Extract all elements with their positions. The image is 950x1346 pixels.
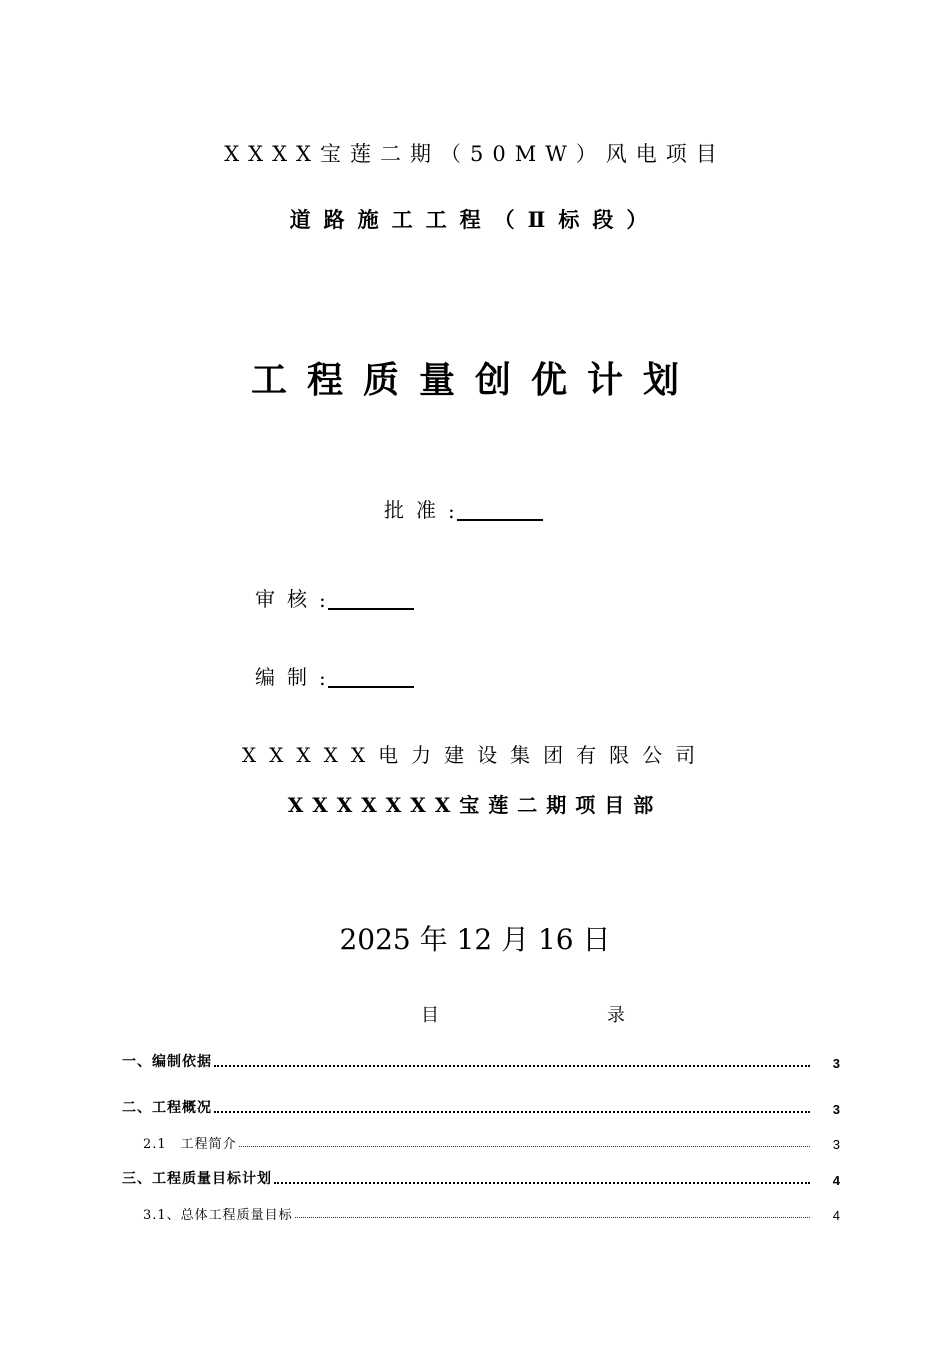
compile-signature-row [255,661,414,690]
toc-entry-label: 3.1、总体工程质量目标 [143,1208,293,1223]
toc-entry[interactable] [0,1051,950,1071]
toc-leader-dots [295,1217,810,1218]
toc-entry-label: 二、工程概况 [122,1100,212,1116]
toc-entry-page: 3 [832,1056,840,1071]
approve-signature-line [457,499,543,521]
compile-signature-line [328,666,414,688]
approve-label: 批准 [384,498,448,522]
toc-leader-dots [239,1146,810,1147]
document-date: 2025 年 12 月 16 日 [339,923,611,956]
project-title-line1: XXXX宝莲二期（50MW）风电项目 [224,142,726,166]
company-name: XXXXX电力建设集团有限公司 [241,743,709,767]
toc-entry-page: 4 [832,1208,840,1223]
toc-heading-left: 目 [421,1005,439,1026]
toc-leader-dots [214,1111,810,1113]
review-signature-line [328,588,414,610]
approve-signature-row [384,494,543,523]
toc-entry-label: 三、工程质量目标计划 [122,1171,272,1187]
toc-entry[interactable] [0,1203,950,1223]
toc-entry-label: 2.1 工程简介 [143,1137,237,1152]
toc-entry[interactable] [0,1097,950,1117]
toc-entry-label: 一、编制依据 [122,1054,212,1070]
project-title-line2: 道路施工工程（Ⅱ标段） [289,207,661,232]
review-colon: : [319,588,326,612]
review-signature-row [255,583,414,612]
toc-entry-page: 3 [832,1102,840,1117]
compile-colon: : [319,666,326,690]
document-title: 工程质量创优计划 [250,359,699,401]
toc-entry[interactable] [0,1132,950,1152]
toc-heading-right: 录 [607,1005,625,1026]
toc-leader-dots [274,1182,810,1184]
review-label: 审核 [255,587,319,611]
toc-entry-page: 3 [832,1137,840,1152]
compile-label: 编制 [255,665,319,689]
project-department: XXXXXXX宝莲二期项目部 [287,793,663,817]
toc-entry[interactable] [0,1168,950,1188]
toc-leader-dots [214,1065,810,1067]
approve-colon: : [448,499,455,523]
toc-entry-page: 4 [832,1173,840,1188]
